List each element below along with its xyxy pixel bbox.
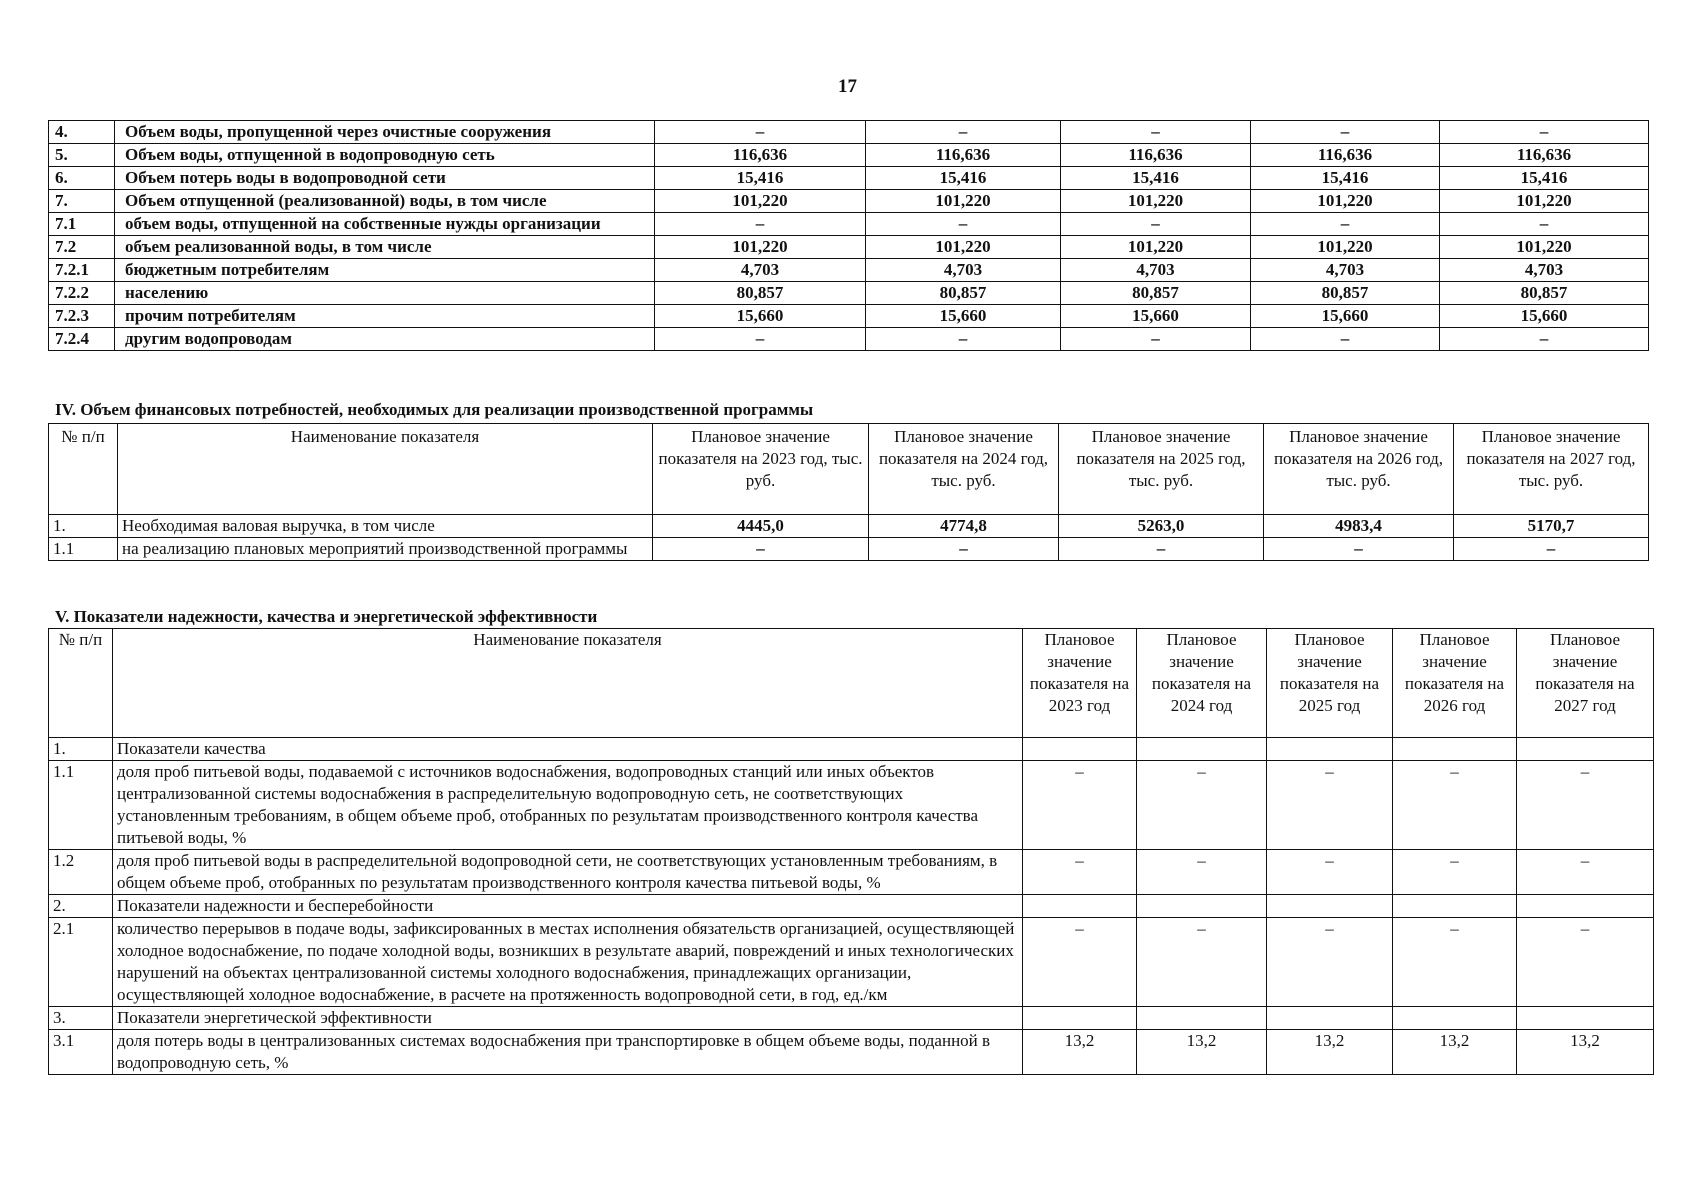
value-cell: – (1440, 328, 1649, 351)
table-row (49, 738, 1654, 761)
row-number: 3. (49, 1007, 113, 1030)
financial-needs-table (48, 423, 1649, 561)
value-cell: 4,703 (1061, 259, 1251, 282)
row-name: Показатели надежности и бесперебойности (113, 895, 1023, 918)
row-name: Показатели энергетической эффективности (113, 1007, 1023, 1030)
value-cell: 116,636 (866, 144, 1061, 167)
value-cell: 4774,8 (869, 515, 1059, 538)
row-number: 7.1 (49, 213, 115, 236)
row-number: 1. (49, 738, 113, 761)
value-cell (1517, 1007, 1654, 1030)
value-cell: – (1023, 761, 1137, 850)
value-cell: 15,660 (1440, 305, 1649, 328)
row-name: объем реализованной воды, в том числе (115, 236, 655, 259)
row-name: на реализацию плановых мероприятий производственной программы (118, 538, 653, 561)
value-cell: 15,416 (655, 167, 866, 190)
value-cell: – (866, 213, 1061, 236)
value-cell: 4,703 (866, 259, 1061, 282)
row-name: бюджетным потребителям (115, 259, 655, 282)
value-cell (1267, 1007, 1393, 1030)
table-row (49, 895, 1654, 918)
value-cell: – (1454, 538, 1649, 561)
value-cell: 80,857 (1251, 282, 1440, 305)
header-col-2023: Плановое значение показателя на 2023 год, тыс. руб. (653, 424, 869, 515)
table-row (49, 761, 1654, 850)
table-row (49, 850, 1654, 895)
value-cell: – (1251, 213, 1440, 236)
value-cell: 116,636 (1440, 144, 1649, 167)
table-row (49, 282, 1649, 305)
row-number: 7. (49, 190, 115, 213)
row-name: другим водопроводам (115, 328, 655, 351)
page-number: 17 (838, 76, 857, 97)
value-cell: – (1267, 918, 1393, 1007)
value-cell: – (1517, 761, 1654, 850)
row-name: Объем воды, отпущенной в водопроводную сеть (115, 144, 655, 167)
table-row (49, 121, 1649, 144)
header-name: Наименование показателя (118, 424, 653, 515)
table-row (49, 190, 1649, 213)
value-cell: 101,220 (1251, 236, 1440, 259)
value-cell: 15,416 (866, 167, 1061, 190)
row-number: 1.2 (49, 850, 113, 895)
value-cell: 4983,4 (1264, 515, 1454, 538)
header-num: № п/п (49, 629, 113, 738)
row-number: 4. (49, 121, 115, 144)
value-cell: 15,660 (655, 305, 866, 328)
header-col-2024: Плановое значение показателя на 2024 год, тыс. руб. (869, 424, 1059, 515)
row-name: прочим потребителям (115, 305, 655, 328)
value-cell: 15,416 (1061, 167, 1251, 190)
row-name: Объем отпущенной (реализованной) воды, в том числе (115, 190, 655, 213)
value-cell: 116,636 (655, 144, 866, 167)
row-number: 6. (49, 167, 115, 190)
value-cell (1267, 738, 1393, 761)
header-col-2025: Плановое значение показателя на 2025 год, тыс. руб. (1059, 424, 1264, 515)
row-name: Объем потерь воды в водопроводной сети (115, 167, 655, 190)
value-cell: – (866, 328, 1061, 351)
header-col-2024: Плановое значение показателя на 2024 год (1137, 629, 1267, 738)
section-4-title: IV. Объем финансовых потребностей, необходимых для реализации производственной программы (55, 400, 814, 419)
value-cell: 4,703 (1440, 259, 1649, 282)
row-name: объем воды, отпущенной на собственные нужды организации (115, 213, 655, 236)
value-cell: – (653, 538, 869, 561)
value-cell: 101,220 (1251, 190, 1440, 213)
value-cell: – (655, 328, 866, 351)
header-col-2026: Плановое значение показателя на 2026 год, тыс. руб. (1264, 424, 1454, 515)
value-cell (1137, 738, 1267, 761)
header-num: № п/п (49, 424, 118, 515)
header-col-2023: Плановое значение показателя на 2023 год (1023, 629, 1137, 738)
row-name: Показатели качества (113, 738, 1023, 761)
value-cell: – (1023, 918, 1137, 1007)
value-cell: 101,220 (1440, 236, 1649, 259)
value-cell (1137, 895, 1267, 918)
value-cell: – (1251, 328, 1440, 351)
value-cell (1393, 1007, 1517, 1030)
value-cell: 101,220 (1061, 190, 1251, 213)
section-5-title: V. Показатели надежности, качества и энергетической эффективности (55, 607, 598, 626)
value-cell (1267, 895, 1393, 918)
value-cell: 101,220 (1440, 190, 1649, 213)
table-row (49, 515, 1649, 538)
value-cell: 13,2 (1517, 1030, 1654, 1075)
table-row (49, 328, 1649, 351)
row-name: Необходимая валовая выручка, в том числе (118, 515, 653, 538)
table-row (49, 213, 1649, 236)
value-cell: – (1393, 761, 1517, 850)
value-cell: – (1440, 213, 1649, 236)
row-number: 3.1 (49, 1030, 113, 1075)
value-cell: – (1517, 850, 1654, 895)
table-row (49, 1030, 1654, 1075)
water-volume-table (48, 120, 1649, 351)
table-header-row (49, 629, 1654, 738)
value-cell: 101,220 (866, 190, 1061, 213)
value-cell: – (1440, 121, 1649, 144)
header-name: Наименование показателя (113, 629, 1023, 738)
value-cell: – (1393, 918, 1517, 1007)
value-cell: – (1267, 761, 1393, 850)
value-cell: 80,857 (655, 282, 866, 305)
value-cell: 4,703 (655, 259, 866, 282)
value-cell: – (1264, 538, 1454, 561)
value-cell: – (1137, 850, 1267, 895)
value-cell: – (1059, 538, 1264, 561)
value-cell: 4445,0 (653, 515, 869, 538)
row-number: 7.2.4 (49, 328, 115, 351)
value-cell: – (1251, 121, 1440, 144)
value-cell (1393, 895, 1517, 918)
value-cell: – (1393, 850, 1517, 895)
value-cell (1517, 738, 1654, 761)
table-row (49, 538, 1649, 561)
row-number: 7.2.1 (49, 259, 115, 282)
value-cell: 80,857 (866, 282, 1061, 305)
value-cell: 101,220 (1061, 236, 1251, 259)
header-col-2026: Плановое значение показателя на 2026 год (1393, 629, 1517, 738)
value-cell: – (1137, 918, 1267, 1007)
value-cell: 13,2 (1137, 1030, 1267, 1075)
row-name: Объем воды, пропущенной через очистные сооружения (115, 121, 655, 144)
row-number: 1.1 (49, 761, 113, 850)
value-cell: – (1061, 213, 1251, 236)
row-name: доля потерь воды в централизованных системах водоснабжения при транспортировке в общем объеме воды, поданной в водопроводную сеть, % (113, 1030, 1023, 1075)
value-cell (1023, 738, 1137, 761)
row-name: количество перерывов в подаче воды, зафиксированных в местах исполнения обязательств организацией, осуществляющей холодное водоснабжение, по подаче холодной воды, возникших в результате аварий, повреждений и иных технологических нарушений на объектах централизованной системы холодного водоснабжения, принадлежащих организации, осуществляющей холодное водоснабжение, в расчете на протяженность водопроводной сети, в год, ед./км (113, 918, 1023, 1007)
value-cell: – (1061, 328, 1251, 351)
value-cell: – (1517, 918, 1654, 1007)
table-row (49, 167, 1649, 190)
value-cell: – (866, 121, 1061, 144)
table-row (49, 305, 1649, 328)
value-cell: 15,416 (1440, 167, 1649, 190)
value-cell: – (1267, 850, 1393, 895)
value-cell: – (1023, 850, 1137, 895)
table-header-row (49, 424, 1649, 515)
value-cell (1023, 895, 1137, 918)
table-row (49, 144, 1649, 167)
row-number: 2.1 (49, 918, 113, 1007)
table-row (49, 259, 1649, 282)
value-cell: – (1137, 761, 1267, 850)
row-name: доля проб питьевой воды в распределительной водопроводной сети, не соответствующих установленным требованиям, в общем объеме проб, отобранных по результатам производственного контроля качества питьевой воды, % (113, 850, 1023, 895)
value-cell: 5170,7 (1454, 515, 1649, 538)
row-number: 7.2.2 (49, 282, 115, 305)
value-cell: – (655, 213, 866, 236)
value-cell: 13,2 (1267, 1030, 1393, 1075)
row-number: 7.2 (49, 236, 115, 259)
value-cell: – (869, 538, 1059, 561)
row-number: 1.1 (49, 538, 118, 561)
value-cell (1517, 895, 1654, 918)
row-number: 7.2.3 (49, 305, 115, 328)
value-cell: 13,2 (1023, 1030, 1137, 1075)
row-number: 2. (49, 895, 113, 918)
table-row (49, 918, 1654, 1007)
value-cell: – (655, 121, 866, 144)
value-cell (1137, 1007, 1267, 1030)
value-cell: 15,416 (1251, 167, 1440, 190)
value-cell: 4,703 (1251, 259, 1440, 282)
reliability-quality-table (48, 628, 1654, 1075)
value-cell: 80,857 (1440, 282, 1649, 305)
table-row (49, 1007, 1654, 1030)
value-cell: 101,220 (655, 190, 866, 213)
value-cell: – (1061, 121, 1251, 144)
row-name: доля проб питьевой воды, подаваемой с источников водоснабжения, водопроводных станций или иных объектов централизованной системы водоснабжения в распределительную водопроводную сеть, не соответствующих установленным требованиям, в общем объеме проб, отобранных по результатам производственного контроля качества питьевой воды, % (113, 761, 1023, 850)
header-col-2027: Плановое значение показателя на 2027 год (1517, 629, 1654, 738)
value-cell: 15,660 (1251, 305, 1440, 328)
value-cell: 5263,0 (1059, 515, 1264, 538)
value-cell: 15,660 (1061, 305, 1251, 328)
row-number: 1. (49, 515, 118, 538)
value-cell: 80,857 (1061, 282, 1251, 305)
header-col-2027: Плановое значение показателя на 2027 год, тыс. руб. (1454, 424, 1649, 515)
value-cell: 116,636 (1061, 144, 1251, 167)
value-cell: 101,220 (866, 236, 1061, 259)
value-cell (1023, 1007, 1137, 1030)
value-cell: 101,220 (655, 236, 866, 259)
table-row (49, 236, 1649, 259)
row-name: населению (115, 282, 655, 305)
header-col-2025: Плановое значение показателя на 2025 год (1267, 629, 1393, 738)
value-cell: 15,660 (866, 305, 1061, 328)
value-cell: 13,2 (1393, 1030, 1517, 1075)
value-cell (1393, 738, 1517, 761)
value-cell: 116,636 (1251, 144, 1440, 167)
row-number: 5. (49, 144, 115, 167)
